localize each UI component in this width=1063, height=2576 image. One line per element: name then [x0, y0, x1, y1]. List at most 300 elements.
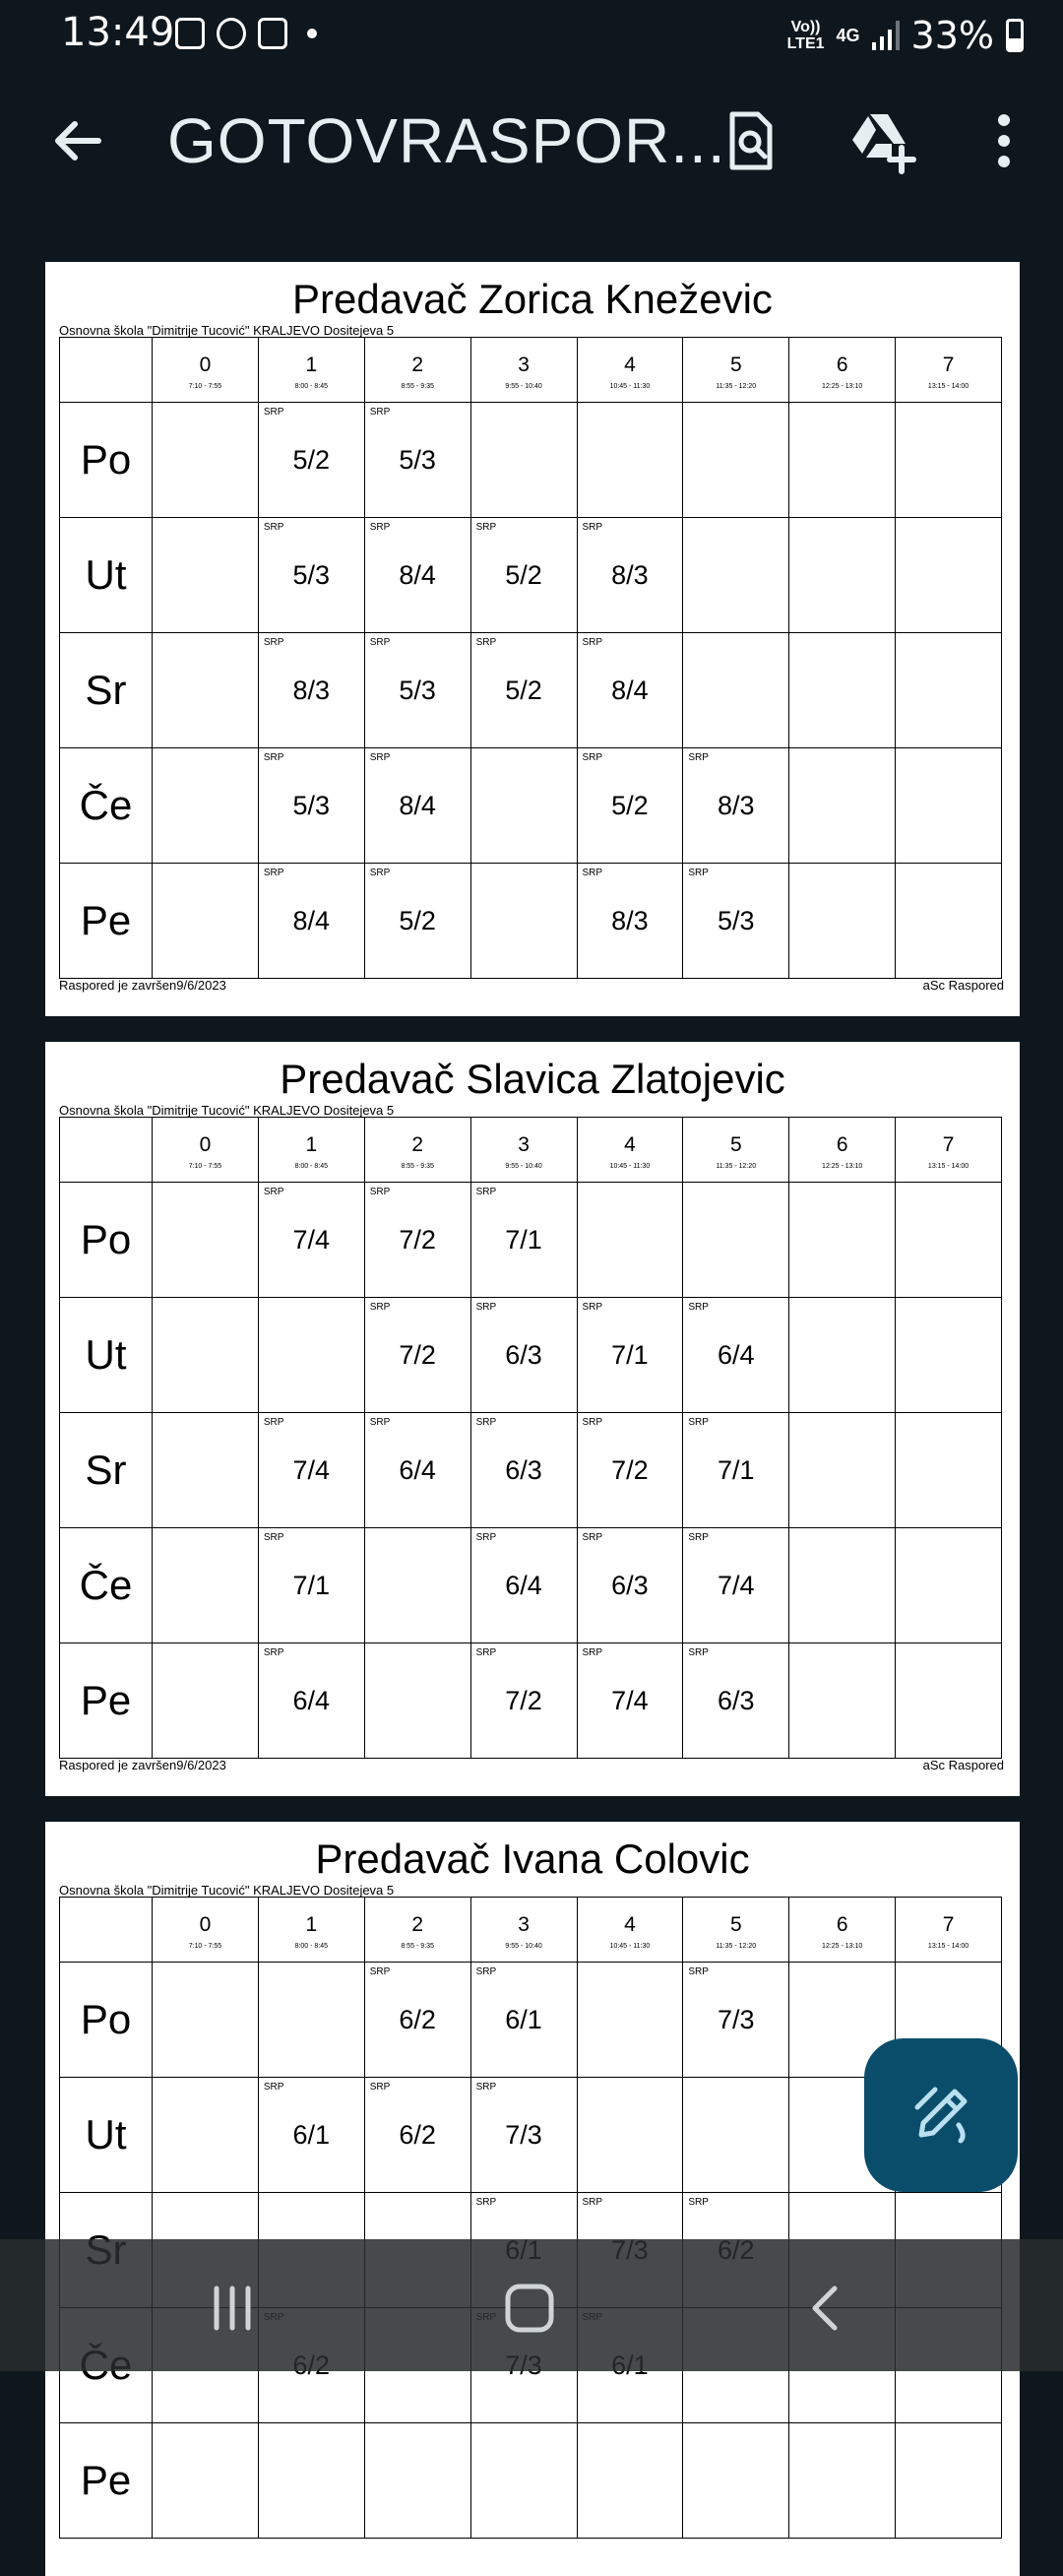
table-row — [60, 633, 1002, 748]
subject-code: SRP — [582, 522, 603, 533]
period-header — [896, 338, 1002, 403]
arrow-left-icon[interactable] — [47, 110, 108, 171]
class-label: 5/2 — [505, 559, 542, 590]
subject-code: SRP — [688, 2197, 709, 2208]
subject-code: SRP — [369, 1417, 391, 1428]
class-label: 5/3 — [399, 675, 436, 705]
lesson-cell — [364, 1298, 470, 1413]
period-header — [364, 1898, 470, 1963]
period-time: 8:00 - 8:45 — [294, 1943, 329, 1950]
class-label: 8/4 — [399, 559, 436, 590]
lesson-cell — [683, 1413, 789, 1528]
period-header — [470, 1118, 577, 1183]
subject-code: SRP — [475, 1647, 497, 1658]
subject-code: SRP — [688, 1647, 709, 1658]
subject-code: SRP — [263, 1647, 284, 1658]
class-label: 8/4 — [611, 675, 649, 705]
class-label: 6/3 — [611, 1570, 649, 1600]
lesson-cell — [153, 403, 259, 518]
lesson-cell — [683, 1298, 789, 1413]
battery-percent: 33% — [910, 14, 994, 57]
subject-code: SRP — [475, 1187, 497, 1197]
lesson-cell — [683, 864, 789, 979]
period-number: 3 — [518, 354, 530, 376]
period-time: 7:10 - 7:55 — [188, 1163, 222, 1170]
subject-code: SRP — [582, 2197, 603, 2208]
period-number: 0 — [199, 354, 212, 376]
schedule-table — [59, 1897, 1002, 2539]
subject-code: SRP — [369, 1966, 391, 1977]
subject-code: SRP — [688, 868, 709, 878]
lesson-cell — [470, 2423, 577, 2539]
period-time: 7:10 - 7:55 — [188, 1943, 222, 1950]
day-label: Pe — [60, 2423, 153, 2539]
lesson-cell — [896, 1183, 1002, 1298]
schedule-table — [59, 1117, 1002, 1759]
table-row — [60, 1298, 1002, 1413]
edit-fab-button[interactable] — [864, 2038, 1018, 2192]
corner-cell — [60, 338, 153, 403]
subject-code: SRP — [582, 1647, 603, 1658]
subject-code: SRP — [369, 1187, 391, 1197]
document-title: GOTOVRASPOR... — [167, 105, 726, 176]
lesson-cell — [153, 633, 259, 748]
class-label: 7/4 — [292, 1454, 331, 1485]
network-type: 4G — [836, 25, 860, 45]
footer-completed: Raspored je završen9/6/2023 — [59, 1758, 226, 1772]
class-label: 6/3 — [505, 1454, 542, 1485]
subject-code: SRP — [263, 2082, 284, 2093]
lesson-cell — [153, 1528, 259, 1643]
class-label: 7/4 — [718, 1570, 755, 1600]
lesson-cell — [470, 1963, 577, 2078]
lesson-cell — [896, 1643, 1002, 1759]
class-label: 5/2 — [505, 675, 542, 705]
subject-code: SRP — [475, 1302, 497, 1313]
subject-code: SRP — [263, 868, 284, 878]
period-header — [470, 338, 577, 403]
lesson-cell — [577, 1643, 683, 1759]
lesson-cell — [896, 864, 1002, 979]
period-number: 1 — [305, 1913, 318, 1936]
lesson-cell — [153, 2423, 259, 2539]
lesson-cell — [258, 1528, 364, 1643]
period-time: 8:00 - 8:45 — [294, 383, 329, 390]
class-label: 8/4 — [399, 790, 436, 820]
lesson-cell — [153, 1963, 259, 2078]
lesson-cell — [896, 1413, 1002, 1528]
day-label: Po — [60, 1183, 153, 1298]
class-label: 8/3 — [611, 559, 649, 590]
day-label: Pe — [60, 864, 153, 979]
period-number: 6 — [836, 1133, 848, 1156]
period-number: 2 — [411, 354, 424, 376]
class-label: 5/2 — [399, 905, 436, 935]
lesson-cell — [789, 2423, 896, 2539]
day-label: Ut — [60, 518, 153, 633]
lesson-cell — [364, 1528, 470, 1643]
lesson-cell — [577, 2423, 683, 2539]
lesson-cell — [896, 2423, 1002, 2539]
battery-icon — [1006, 19, 1024, 52]
period-time: 12:25 - 13:10 — [822, 1943, 863, 1950]
more-notifications-icon — [307, 29, 317, 38]
subject-code: SRP — [582, 637, 603, 648]
period-number: 7 — [942, 354, 955, 376]
lesson-cell — [789, 633, 896, 748]
period-time: 13:15 - 14:00 — [927, 1163, 969, 1170]
period-header — [896, 1898, 1002, 1963]
more-vert-icon[interactable] — [984, 106, 1024, 175]
lesson-cell — [577, 518, 683, 633]
table-row — [60, 1413, 1002, 1528]
day-label: Ut — [60, 1298, 153, 1413]
lesson-cell — [364, 518, 470, 633]
lte-label: LTE1 — [786, 35, 825, 52]
lesson-cell — [470, 1413, 577, 1528]
lesson-cell — [470, 748, 577, 864]
corner-cell — [60, 1898, 153, 1963]
lesson-cell — [258, 1183, 364, 1298]
lesson-cell — [896, 518, 1002, 633]
lesson-cell — [153, 2078, 259, 2193]
period-header — [364, 338, 470, 403]
day-label: Sr — [60, 633, 153, 748]
lesson-cell — [364, 633, 470, 748]
lesson-cell — [470, 1528, 577, 1643]
signal-icon — [872, 21, 900, 50]
subject-code: SRP — [582, 1417, 603, 1428]
period-number: 5 — [729, 1133, 742, 1156]
subject-code: SRP — [369, 752, 391, 763]
class-label: 5/2 — [292, 444, 331, 475]
period-time: 12:25 - 13:10 — [822, 383, 863, 390]
subject-code: SRP — [475, 1417, 497, 1428]
class-label: 7/2 — [611, 1454, 649, 1485]
class-label: 5/3 — [399, 444, 436, 475]
recent-apps-icon[interactable] — [203, 2281, 262, 2336]
lesson-cell — [364, 403, 470, 518]
day-label: Če — [60, 1528, 153, 1643]
lesson-cell — [896, 633, 1002, 748]
period-header — [683, 1118, 789, 1183]
lesson-cell — [364, 864, 470, 979]
lesson-cell — [577, 1183, 683, 1298]
lesson-cell — [789, 1643, 896, 1759]
app-notification-icon — [175, 18, 205, 49]
lesson-cell — [258, 864, 364, 979]
lesson-cell — [153, 748, 259, 864]
subject-code: SRP — [688, 752, 709, 763]
period-header — [577, 1118, 683, 1183]
lesson-cell — [258, 633, 364, 748]
period-time: 13:15 - 14:00 — [927, 1943, 969, 1950]
corner-cell — [60, 1118, 153, 1183]
class-label: 6/3 — [505, 1339, 542, 1370]
period-number: 1 — [305, 354, 318, 376]
lesson-cell — [470, 1183, 577, 1298]
gallery-icon — [258, 18, 287, 49]
day-label: Ut — [60, 2078, 153, 2193]
lesson-cell — [577, 2078, 683, 2193]
table-row — [60, 403, 1002, 518]
subject-code: SRP — [263, 637, 284, 648]
class-label: 7/3 — [718, 2004, 755, 2034]
period-time: 12:25 - 13:10 — [822, 1163, 863, 1170]
period-number: 2 — [411, 1133, 424, 1156]
subject-code: SRP — [582, 1532, 603, 1543]
period-number: 2 — [411, 1913, 424, 1936]
lesson-cell — [258, 2078, 364, 2193]
page-title: Predavač Ivana Colovic — [315, 1835, 750, 1882]
lesson-cell — [258, 1643, 364, 1759]
lesson-cell — [364, 1963, 470, 2078]
lesson-cell — [896, 1298, 1002, 1413]
lesson-cell — [364, 2078, 470, 2193]
class-label: 6/1 — [505, 2004, 542, 2034]
table-header-row — [60, 1118, 1002, 1183]
subject-code: SRP — [688, 1966, 709, 1977]
period-time: 11:35 - 12:20 — [716, 1163, 757, 1170]
period-header — [789, 1118, 896, 1183]
period-header — [258, 1118, 364, 1183]
system-nav-bar — [0, 2239, 1063, 2371]
lesson-cell — [789, 1413, 896, 1528]
class-label: 5/2 — [611, 790, 649, 820]
subject-code: SRP — [369, 1302, 391, 1313]
class-label: 7/4 — [292, 1224, 331, 1255]
class-label: 7/1 — [505, 1224, 542, 1255]
home-icon[interactable] — [500, 2281, 559, 2336]
lesson-cell — [258, 1298, 364, 1413]
lesson-cell — [577, 1528, 683, 1643]
subject-code: SRP — [475, 637, 497, 648]
lesson-cell — [683, 1183, 789, 1298]
table-row — [60, 748, 1002, 864]
day-label: Po — [60, 403, 153, 518]
lesson-cell — [683, 633, 789, 748]
subject-code: SRP — [582, 868, 603, 878]
lesson-cell — [258, 1963, 364, 2078]
volte-label: Vo)) — [790, 19, 821, 35]
lesson-cell — [258, 2423, 364, 2539]
lesson-cell — [789, 518, 896, 633]
period-time: 10:45 - 11:30 — [609, 1163, 651, 1170]
period-header — [153, 1118, 259, 1183]
table-row — [60, 1963, 1002, 2078]
lesson-cell — [470, 2078, 577, 2193]
period-time: 9:55 - 10:40 — [505, 383, 542, 390]
schedule-page[interactable] — [45, 262, 1020, 1016]
lesson-cell — [577, 864, 683, 979]
period-time: 11:35 - 12:20 — [716, 1943, 757, 1950]
class-label: 6/1 — [292, 2119, 331, 2150]
table-row — [60, 1643, 1002, 1759]
lesson-cell — [470, 403, 577, 518]
period-time: 13:15 - 14:00 — [927, 383, 969, 390]
add-to-drive-icon[interactable] — [848, 106, 917, 175]
subject-code: SRP — [475, 1966, 497, 1977]
period-number: 4 — [624, 1133, 636, 1156]
lesson-cell — [789, 1298, 896, 1413]
class-label: 8/3 — [718, 790, 755, 820]
lesson-cell — [683, 2078, 789, 2193]
period-header — [258, 1898, 364, 1963]
lesson-cell — [470, 1643, 577, 1759]
lesson-cell — [683, 1963, 789, 2078]
school-name: Osnovna škola "Dimitrije Tucović" KRALJEVO Dositejeva 5 — [59, 323, 395, 338]
period-time: 10:45 - 11:30 — [609, 383, 651, 390]
footer-completed: Raspored je završen9/6/2023 — [59, 978, 226, 993]
day-label: Sr — [60, 1413, 153, 1528]
lesson-cell — [789, 1528, 896, 1643]
period-number: 4 — [624, 1913, 636, 1936]
lesson-cell — [683, 1643, 789, 1759]
lesson-cell — [577, 633, 683, 748]
class-label: 5/3 — [292, 790, 331, 820]
subject-code: SRP — [475, 2197, 497, 2208]
lesson-cell — [789, 748, 896, 864]
viber-icon — [217, 18, 246, 49]
table-row — [60, 864, 1002, 979]
subject-code: SRP — [263, 407, 284, 418]
table-row — [60, 2423, 1002, 2539]
period-number: 0 — [199, 1133, 212, 1156]
status-bar — [0, 0, 1063, 71]
lesson-cell — [577, 403, 683, 518]
lesson-cell — [896, 403, 1002, 518]
table-row — [60, 1183, 1002, 1298]
period-header — [577, 338, 683, 403]
period-number: 5 — [729, 1913, 742, 1936]
lesson-cell — [364, 1413, 470, 1528]
lesson-cell — [683, 518, 789, 633]
search-document-icon[interactable] — [717, 106, 785, 175]
lesson-cell — [153, 1643, 259, 1759]
period-header — [789, 338, 896, 403]
class-label: 8/4 — [292, 905, 331, 935]
lesson-cell — [789, 403, 896, 518]
table-header-row — [60, 338, 1002, 403]
lesson-cell — [789, 864, 896, 979]
period-time: 9:55 - 10:40 — [505, 1163, 542, 1170]
class-label: 8/3 — [292, 675, 331, 705]
subject-code: SRP — [369, 407, 391, 418]
class-label: 5/3 — [292, 559, 331, 590]
class-label: 6/4 — [292, 1685, 331, 1715]
subject-code: SRP — [582, 1302, 603, 1313]
table-row — [60, 2078, 1002, 2193]
lesson-cell — [258, 748, 364, 864]
lesson-cell — [470, 1298, 577, 1413]
period-number: 6 — [836, 354, 848, 376]
class-label: 7/2 — [399, 1224, 436, 1255]
class-label: 6/2 — [399, 2119, 436, 2150]
class-label: 7/3 — [505, 2119, 542, 2150]
period-time: 8:55 - 9:35 — [401, 1943, 434, 1950]
schedule-table — [59, 337, 1002, 979]
class-label: 6/4 — [399, 1454, 436, 1485]
school-name: Osnovna škola "Dimitrije Tucović" KRALJEVO Dositejeva 5 — [59, 1103, 395, 1118]
subject-code: SRP — [475, 522, 497, 533]
class-label: 7/4 — [611, 1685, 649, 1715]
subject-code: SRP — [263, 752, 284, 763]
lesson-cell — [683, 403, 789, 518]
subject-code: SRP — [475, 1532, 497, 1543]
subject-code: SRP — [263, 1417, 284, 1428]
period-header — [153, 338, 259, 403]
period-time: 8:55 - 9:35 — [401, 1163, 434, 1170]
class-label: 7/2 — [399, 1339, 436, 1370]
period-header — [470, 1898, 577, 1963]
subject-code: SRP — [369, 868, 391, 878]
period-number: 3 — [518, 1913, 530, 1936]
class-label: 6/2 — [399, 2004, 436, 2034]
period-number: 6 — [836, 1913, 848, 1936]
period-header — [577, 1898, 683, 1963]
lesson-cell — [683, 1528, 789, 1643]
school-name: Osnovna škola "Dimitrije Tucović" KRALJEVO Dositejeva 5 — [59, 1883, 395, 1898]
period-time: 11:35 - 12:20 — [716, 383, 757, 390]
subject-code: SRP — [369, 637, 391, 648]
period-time: 8:55 - 9:35 — [401, 383, 434, 390]
status-time: 13:49 — [61, 10, 175, 55]
subject-code: SRP — [263, 1532, 284, 1543]
period-time: 7:10 - 7:55 — [188, 383, 222, 390]
page-title: Predavač Slavica Zlatojevic — [280, 1056, 785, 1102]
period-time: 8:00 - 8:45 — [294, 1163, 329, 1170]
class-label: 7/2 — [505, 1685, 542, 1715]
day-label: Če — [60, 748, 153, 864]
lesson-cell — [258, 1413, 364, 1528]
day-label: Po — [60, 1963, 153, 2078]
schedule-page[interactable] — [45, 1042, 1020, 1796]
class-label: 5/3 — [718, 905, 755, 935]
period-header — [258, 338, 364, 403]
lesson-cell — [683, 2423, 789, 2539]
lesson-cell — [153, 518, 259, 633]
footer-brand: aSc Raspored — [922, 1758, 1004, 1772]
lesson-cell — [364, 2423, 470, 2539]
subject-code: SRP — [582, 752, 603, 763]
subject-code: SRP — [688, 1302, 709, 1313]
lesson-cell — [896, 748, 1002, 864]
footer-brand: aSc Raspored — [922, 978, 1004, 993]
lesson-cell — [258, 403, 364, 518]
schedule-page[interactable] — [45, 1822, 1020, 2576]
lesson-cell — [153, 864, 259, 979]
class-label: 8/3 — [611, 905, 649, 935]
class-label: 6/3 — [718, 1685, 755, 1715]
period-time: 9:55 - 10:40 — [505, 1943, 542, 1950]
period-header — [153, 1898, 259, 1963]
notification-icons — [175, 18, 317, 49]
table-row — [60, 1528, 1002, 1643]
lesson-cell — [577, 1413, 683, 1528]
lesson-cell — [153, 1413, 259, 1528]
lesson-cell — [577, 1298, 683, 1413]
subject-code: SRP — [263, 1187, 284, 1197]
lesson-cell — [577, 1963, 683, 2078]
subject-code: SRP — [688, 1532, 709, 1543]
lesson-cell — [683, 748, 789, 864]
lesson-cell — [577, 748, 683, 864]
table-row — [60, 518, 1002, 633]
period-number: 5 — [729, 354, 742, 376]
lesson-cell — [364, 748, 470, 864]
back-icon[interactable] — [797, 2281, 856, 2336]
period-header — [364, 1118, 470, 1183]
